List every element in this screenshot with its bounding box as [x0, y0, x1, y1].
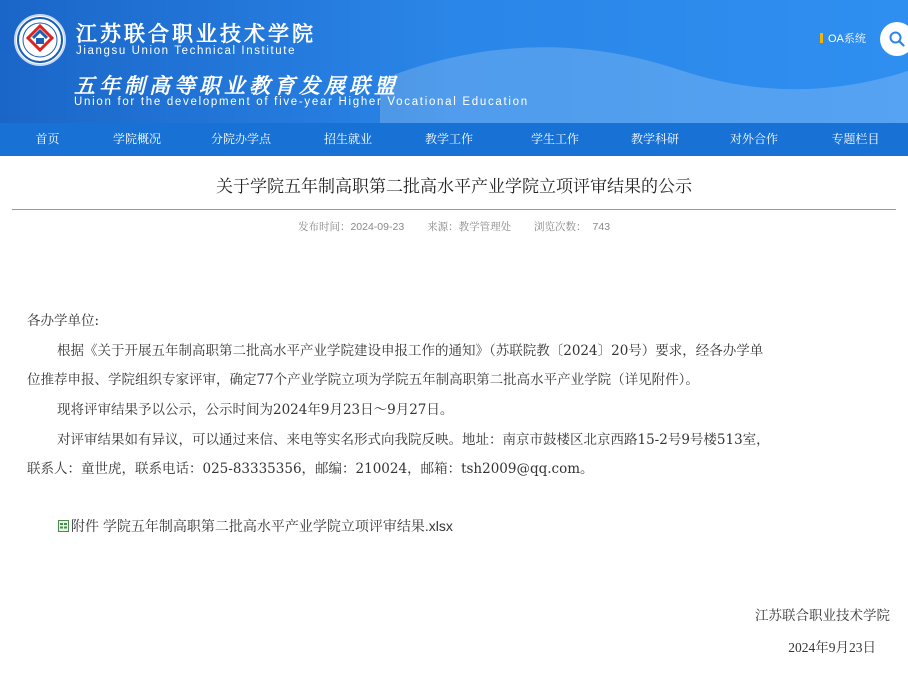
attachment-label: 附件 学院五年制高职第二批高水平产业学院立项评审结果.xlsx: [71, 518, 453, 534]
nav-item-admissions[interactable]: 招生就业: [323, 132, 372, 146]
nav-item-home[interactable]: 首页: [35, 132, 60, 146]
greeting: 各办学单位:: [27, 313, 100, 329]
body-line: 对评审结果如有异议，可以通过来信、来电等实名形式向我院反映。地址：南京市鼓楼区北京西路15-2号9号楼513室，: [57, 432, 770, 448]
nav-item-cooperation[interactable]: 对外合作: [729, 132, 778, 146]
nav-item-about[interactable]: 学院概况: [112, 132, 161, 146]
nav-item-branches[interactable]: 分院办学点: [210, 132, 271, 146]
signature-date: 2024年9月23日: [788, 640, 876, 655]
oa-marker-icon: [820, 33, 823, 43]
college-name-cn: 江苏联合职业技术学院: [76, 21, 316, 46]
body-line: 根据《关于开展五年制高职第二批高水平产业学院建设申报工作的通知》（苏联院教〔2024〕20号）要求，经各办学单: [57, 343, 764, 359]
attachment-link[interactable]: [58, 516, 453, 536]
article-title: 关于学院五年制高职第二批高水平产业学院立项评审结果的公示: [216, 177, 692, 196]
college-seal-icon[interactable]: [14, 14, 66, 66]
oa-system-link[interactable]: [820, 30, 866, 46]
title-divider: [12, 209, 896, 210]
nav-item-research[interactable]: 教学科研: [630, 132, 679, 146]
union-name-en: Union for the development of five-year Higher Vocational Education: [74, 96, 529, 108]
body-line: 联系人：童世虎，联系电话：025-83335356，邮编：210024，邮箱：tsh2009@qq.com。: [27, 461, 594, 477]
nav-item-teaching[interactable]: 教学工作: [424, 132, 473, 146]
excel-file-icon: [58, 520, 69, 532]
nav-item-students[interactable]: 学生工作: [530, 132, 579, 146]
publish-date: 发布时间：2024-09-23: [297, 221, 405, 233]
oa-system-label: OA系统: [828, 33, 866, 45]
article-source: 来源：教学管理处: [427, 221, 512, 233]
nav-item-topics[interactable]: 专题栏目: [831, 132, 880, 146]
body-line: 现将评审结果予以公示，公示时间为2024年9月23日～9月27日。: [57, 402, 454, 418]
search-icon: [889, 31, 905, 47]
main-nav: [0, 123, 908, 156]
signature: 江苏联合职业技术学院: [755, 608, 890, 624]
union-name-cn: 五年制高等职业教育发展联盟: [74, 73, 399, 98]
article-meta: [12, 219, 896, 234]
view-count: 浏览次数： 743: [534, 221, 611, 233]
body-line: 位推荐申报、学院组织专家评审，确定77个产业学院立项为学院五年制高职第二批高水平产业学院（详见附件）。: [27, 372, 699, 388]
site-header: [0, 0, 908, 123]
search-button[interactable]: [880, 22, 908, 56]
college-name-en: Jiangsu Union Technical Institute: [76, 45, 297, 57]
